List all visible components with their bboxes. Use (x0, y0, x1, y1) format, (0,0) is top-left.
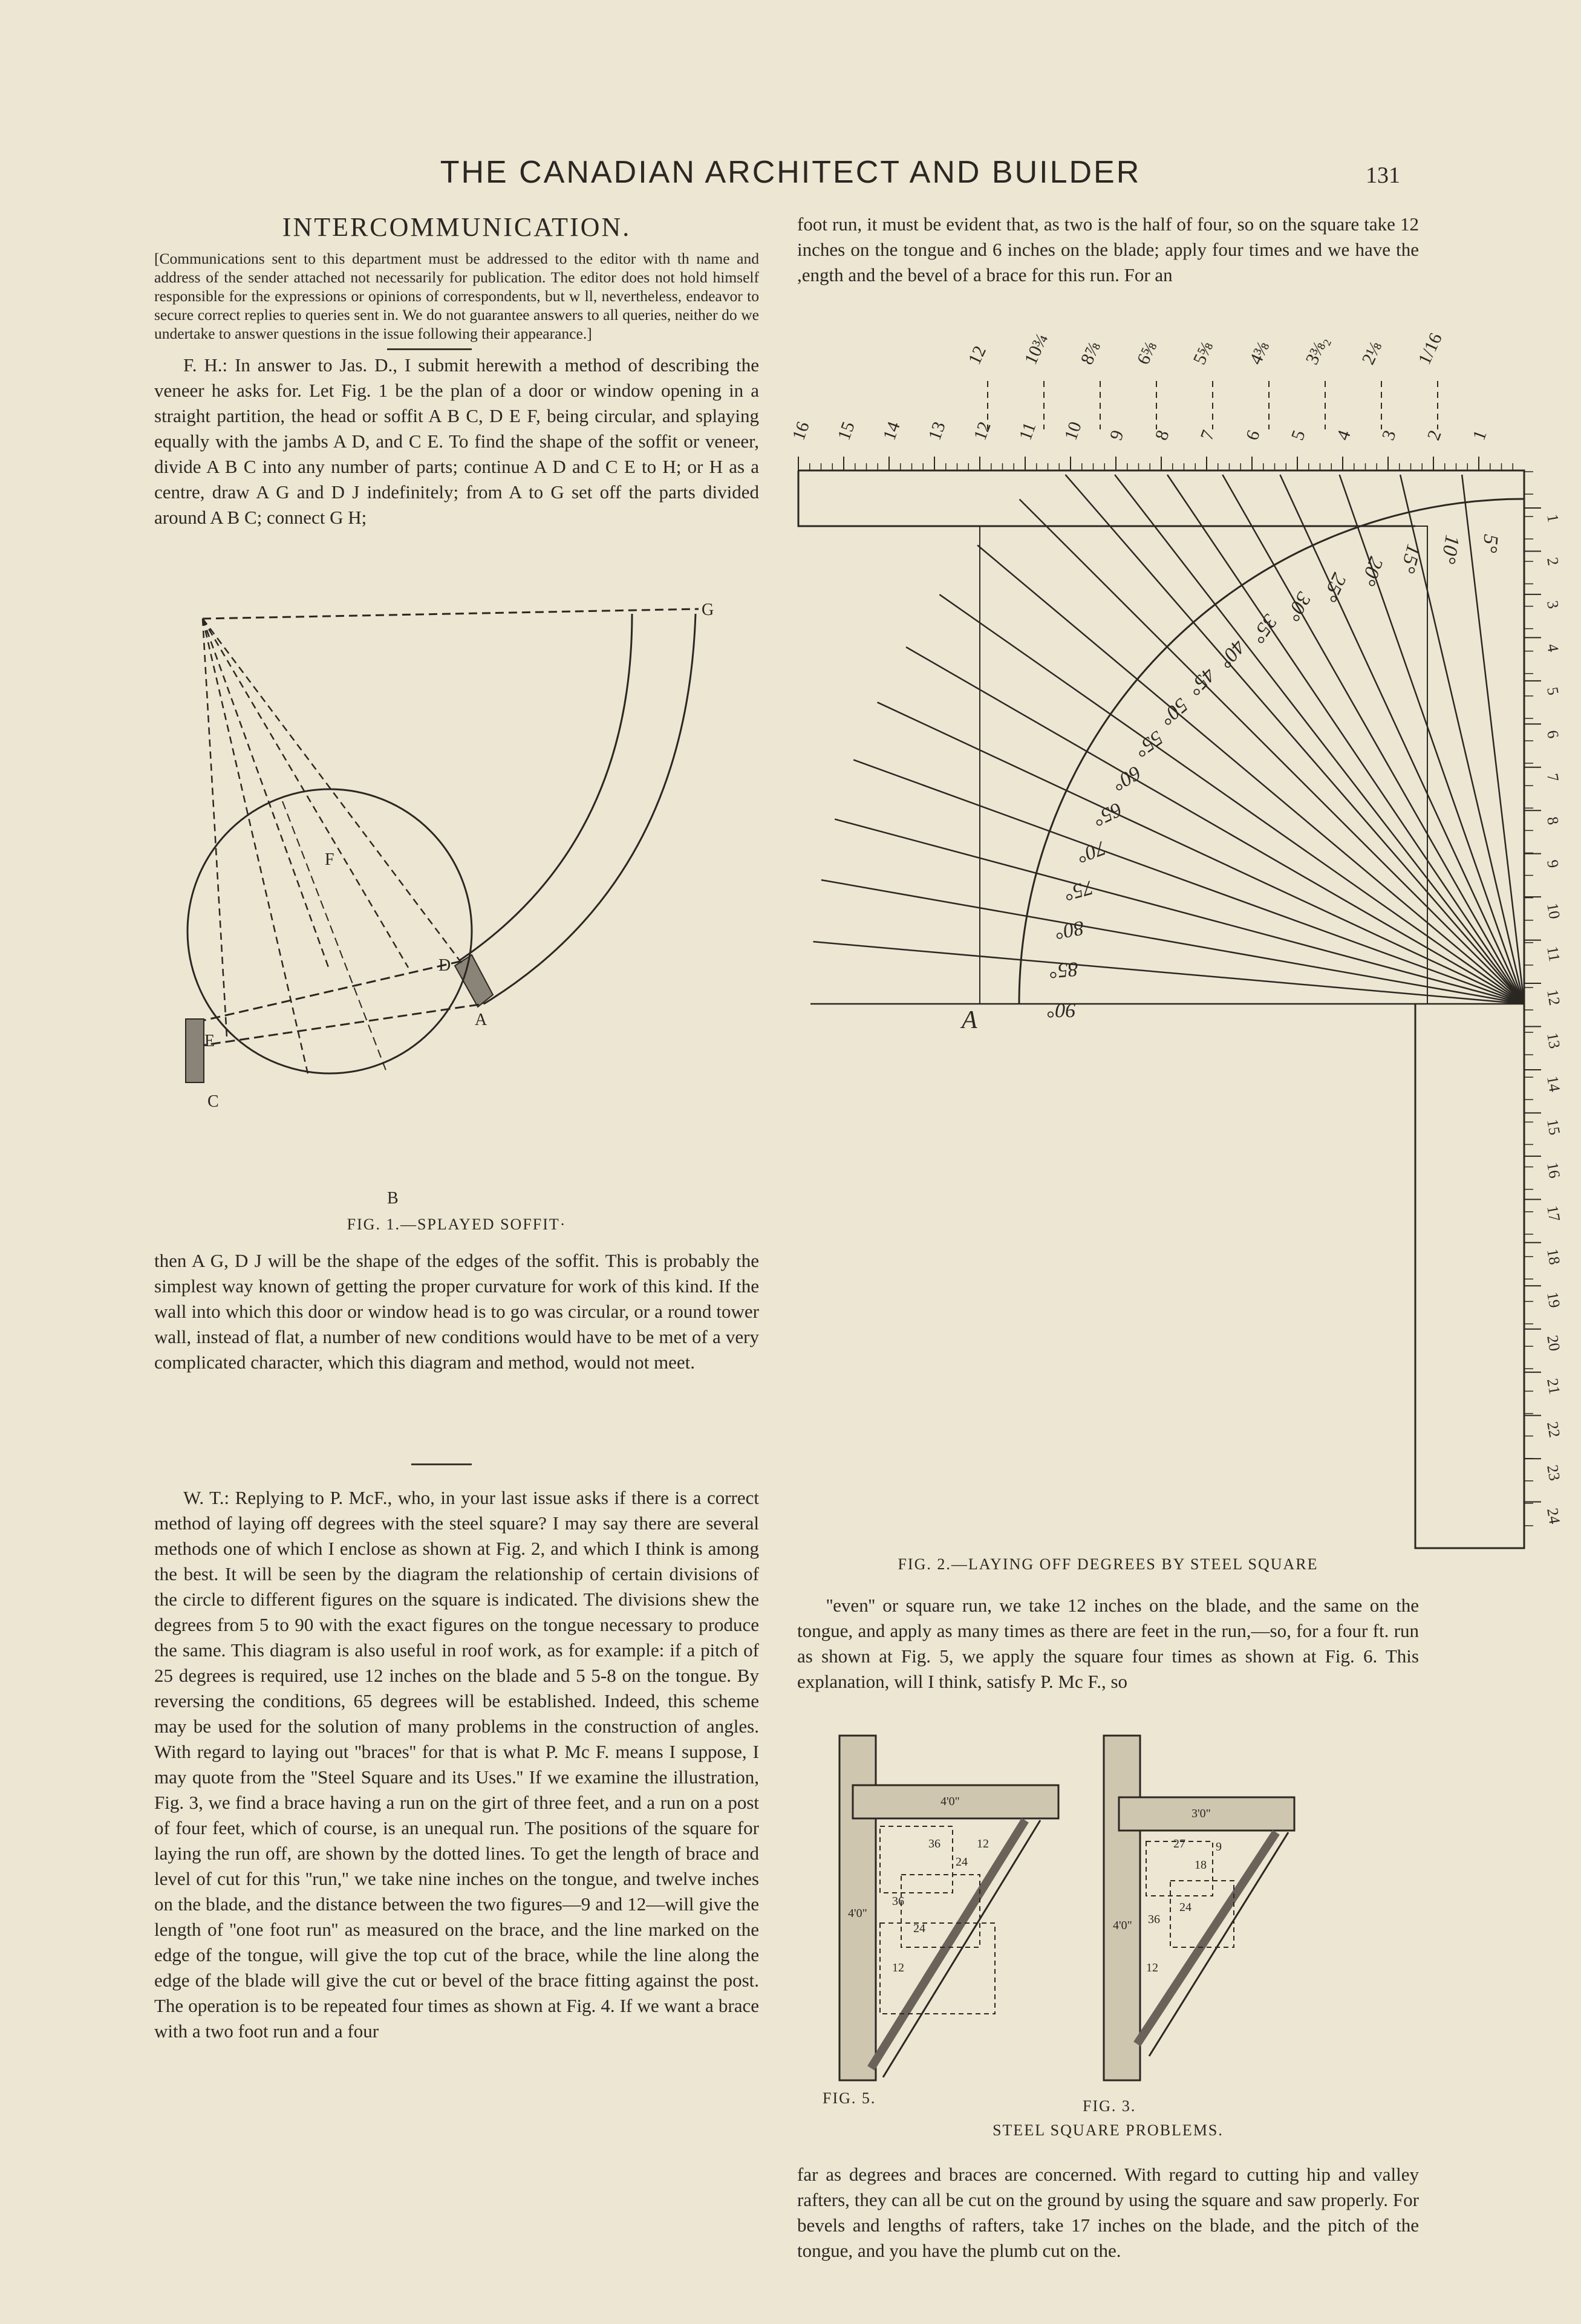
letter-wt-continuation: foot run, it must be evident that, as two is the half of four, so on the square take 12 inches on the tongue and 6 inches on the blade; apply four times and we have the ,ength and the bevel of a brace for this run. For an (797, 213, 1419, 285)
editor-note: [Communications sent to this department must be addressed to the editor with th name and address of the sender attached not necessarily for publication. The editor does not hold himself responsible for the expressions or opinions of correspondents, but w ll, nevertheless, endeavor to secure correct replies to queries sent in. We do not guarantee answers to all queries, neither do we undertake to answer questions in the issue following their appearance.] (154, 250, 759, 342)
top-scale-number: 10 (1060, 418, 1086, 443)
side-scale-number: 24 (1544, 1506, 1564, 1526)
side-scale-number: 3 (1544, 599, 1562, 610)
tongue-fraction-label: 12 (964, 342, 991, 368)
side-scale-number: 23 (1544, 1463, 1564, 1482)
figure-3-braces (817, 1730, 1403, 2123)
side-scale-number: 15 (1544, 1118, 1564, 1137)
tongue-fraction-label: 3⅜₂ (1302, 333, 1332, 368)
tongue-fraction-label: 10¾ (1020, 330, 1052, 368)
degree-label: 35° (1247, 610, 1282, 647)
top-scale-number: 3 (1378, 428, 1400, 443)
side-scale-number: 9 (1544, 858, 1562, 870)
degree-label: 85° (1048, 957, 1080, 983)
section-title: INTERCOMMUNICATION. (282, 212, 631, 242)
figure-1-splayed-soffit (154, 596, 759, 1237)
top-scale-number: 4 (1332, 428, 1355, 443)
side-scale-number: 12 (1544, 988, 1564, 1007)
letter-wt-paragraph-3: far as degrees and braces are concerned. With regard to cutting hip and valley rafters, they can all be cut on the ground by using the square and saw properly. For bevels and lengths of rafters, take 17 inches on the blade, and the pitch of the tongue, and you have the plumb cut on the. (797, 2164, 1419, 2261)
side-scale-number: 11 (1544, 945, 1563, 963)
letter-wt-paragraph: W. T.: Replying to P. McF., who, in your last issue asks if there is a correct method of laying off degrees with the steel square? I may say there are several methods one of which I enclose as shown at Fig. 2, and which I think is among the best. It will be seen by the diagram the relationship of certain divisions of the circle to different figures on the square is indicated. The divisions shew the degrees from 5 to 90 with the exact figures on the tongue necessary to produce the same. This diagram is also useful in roof work, as for example: if a pitch of 25 degrees is required, use 12 inches on the blade and 5 5-8 on the tongue. By reversing the conditions, 65 degrees will be established. Indeed, this scheme may be used for the solution of many problems in the construction of angles. With regard to laying out ''braces'' for that is what P. Mc F. means I suppose, I may quote from the ''Steel Square and its Uses.'' If we examine the illustration, Fig. 3, we find a brace having a run on the girt of three feet, and a run on a post of four feet, which of course, is an unequal run. The positions of the square for laying the run off, are shown by the dotted lines. To get the length of brace and level of cut for this ''run,'' we take nine inches on the tongue, and twelve inches on the blade, and the distance between the two figures—9 and 12—will give the length of ''one foot run'' as measured on the brace, and the line marked on the edge of the tongue, will give the top cut of the brace, while the line along the edge of the blade will give the cut or bevel of the brace fitting against the post. The operation is to be repeated four times as shown at Fig. 4. If we want a brace with a two foot run and a four (154, 1487, 759, 2042)
top-scale-number: 9 (1106, 428, 1128, 443)
figure-2-steel-square (780, 321, 1566, 1572)
fig1-label-a: A (475, 1011, 487, 1029)
degree-label: 25° (1318, 569, 1351, 605)
corner-label: A (962, 1006, 977, 1034)
degree-label: 90° (1047, 999, 1076, 1021)
fig1-label-c: C (207, 1092, 219, 1111)
fig3-left-label-a: 36 (928, 1837, 940, 1850)
side-scale-number: 1 (1544, 513, 1562, 524)
side-scale-number: 5 (1544, 685, 1562, 697)
tongue-fraction-label: 1/16 (1414, 330, 1446, 368)
fig1-label-b: B (387, 1189, 399, 1208)
degree-label: 65° (1089, 798, 1126, 831)
degree-label: 5° (1478, 533, 1502, 554)
degree-ray (813, 942, 1524, 1004)
letter-wt-paragraph-2: ''even'' or square run, we take 12 inches on the blade, and the same on the tongue, and apply as many times as there are feet in the run,—so, for a four ft. run as shown at Fig. 5, we apply the square four times as shown at Fig. 6. This explanation, will I think, satisfy P. Mc F., so (797, 1595, 1419, 1692)
side-scale-number: 21 (1544, 1377, 1564, 1396)
figure-5-caption: FIG. 5. (823, 2089, 876, 2107)
divider (387, 348, 472, 350)
fig3-left-label-f: 12 (892, 1961, 904, 1974)
figure-3-caption: FIG. 3. (1083, 2097, 1136, 2115)
side-scale-number: 6 (1544, 729, 1562, 740)
side-scale-number: 4 (1544, 642, 1562, 654)
top-scale-number: 16 (788, 418, 813, 443)
degree-label: 50° (1155, 693, 1192, 729)
side-scale-number: 19 (1544, 1291, 1564, 1309)
tongue-fraction-label: 8⅞ (1077, 339, 1105, 368)
letter-fh-paragraph: F. H.: In answer to Jas. D., I submit herewith a method of describing the veneer he asks for. Let Fig. 1 be the plan of a door or window opening in a straight partition, the head or soffit A B C, D E F, being circular, and splaying equally with the jambs A D, and C E. To find the shape of the soffit or veneer, divide A B C into any number of parts; continue A D and C E to H; or H as a centre, draw A G and D J indefinitely; from A to G set off the parts divided around A B C; connect G H; (154, 354, 759, 528)
degree-label: 30° (1281, 588, 1315, 625)
running-head: THE CANADIAN ARCHITECT AND BUILDER (440, 155, 1141, 190)
fig3-left-label-e: 24 (913, 1922, 925, 1935)
fig1-label-e: E (204, 1032, 215, 1050)
fig1-label-f: F (325, 850, 334, 869)
top-scale-number: 1 (1469, 428, 1491, 443)
tongue-fraction-label: 4⅜ (1245, 339, 1274, 368)
degree-label: 60° (1108, 761, 1145, 795)
fig3-left-label-c: 12 (977, 1837, 989, 1850)
degree-ray (853, 760, 1524, 1004)
tongue-fraction-label: 2⅛ (1358, 339, 1386, 368)
side-scale-number: 20 (1544, 1333, 1564, 1353)
degree-ray (1222, 475, 1524, 1004)
side-scale-number: 8 (1544, 815, 1562, 827)
fig3-right-label-a: 27 (1173, 1837, 1185, 1850)
figure-3-main-caption: STEEL SQUARE PROBLEMS. (993, 2121, 1224, 2139)
side-scale-number: 13 (1544, 1031, 1564, 1050)
top-scale-number: 11 (1015, 419, 1040, 443)
degree-label: 10° (1436, 533, 1464, 566)
degree-label: 70° (1074, 836, 1109, 867)
fig3-left-label-b: 24 (956, 1855, 968, 1869)
side-scale-number: 10 (1544, 902, 1564, 920)
degree-label: 55° (1130, 726, 1167, 761)
fig3-right-top-label: 3'0" (1191, 1807, 1211, 1820)
top-scale-number: 15 (833, 418, 859, 443)
fig1-label-d: D (438, 956, 451, 975)
top-scale-number: 5 (1287, 428, 1309, 443)
degree-label: 45° (1183, 663, 1220, 700)
side-scale-number: 17 (1544, 1204, 1564, 1223)
top-scale-number: 12 (970, 418, 995, 443)
degree-label: 80° (1053, 916, 1086, 943)
side-scale-number: 14 (1544, 1074, 1564, 1093)
degree-ray (906, 647, 1524, 1004)
fig1-label-g: G (702, 601, 714, 619)
top-scale-number: 6 (1242, 428, 1264, 443)
fig3-right-label-b: 18 (1195, 1858, 1207, 1872)
top-scale-number: 7 (1196, 428, 1219, 443)
degree-ray (835, 819, 1524, 1004)
divider (411, 1463, 472, 1465)
fig3-right-label-e: 24 (1179, 1901, 1191, 1914)
figure-1-caption: FIG. 1.—SPLAYED SOFFIT· (347, 1216, 567, 1233)
side-scale-number: 16 (1544, 1160, 1564, 1180)
degree-label: 75° (1062, 876, 1096, 905)
top-scale-number: 14 (879, 418, 904, 443)
fig3-right-label-c: 9 (1216, 1840, 1222, 1854)
tongue-fraction-label: 6⅝ (1133, 339, 1161, 368)
page-number: 131 (1366, 163, 1400, 188)
side-scale-number: 2 (1544, 556, 1562, 567)
letter-fh-continuation: then A G, D J will be the shape of the edges of the soffit. This is probably the simplest way known of getting the proper curvature for work of this kind. If the wall into which this door or window head is to go was circular, or a round tower wall, instead of flat, a number of new conditions would have to be met of a very complicated character, which this diagram and method, would not meet. (154, 1250, 759, 1373)
fig3-left-side-label: 4'0" (848, 1907, 867, 1920)
degree-label: 40° (1213, 635, 1250, 672)
side-scale-number: 7 (1544, 772, 1562, 783)
side-scale-number: 22 (1544, 1420, 1564, 1439)
fig3-left-label-d: 36 (892, 1895, 904, 1908)
top-scale-number: 13 (924, 418, 950, 443)
fig3-right-label-f: 12 (1146, 1961, 1158, 1974)
degree-label: 20° (1356, 554, 1387, 589)
side-scale-number: 18 (1544, 1247, 1564, 1266)
fig3-right-side-label: 4'0" (1113, 1919, 1132, 1932)
fig3-right-label-d: 36 (1148, 1913, 1160, 1926)
top-scale-number: 8 (1151, 428, 1173, 443)
degree-label: 15° (1396, 542, 1426, 576)
figure-2-caption: FIG. 2.—LAYING OFF DEGREES BY STEEL SQUARE (898, 1555, 1319, 1573)
fig3-left-top-label: 4'0" (940, 1795, 960, 1808)
top-scale-number: 2 (1423, 428, 1446, 443)
tongue-fraction-label: 5⅝ (1189, 339, 1218, 368)
